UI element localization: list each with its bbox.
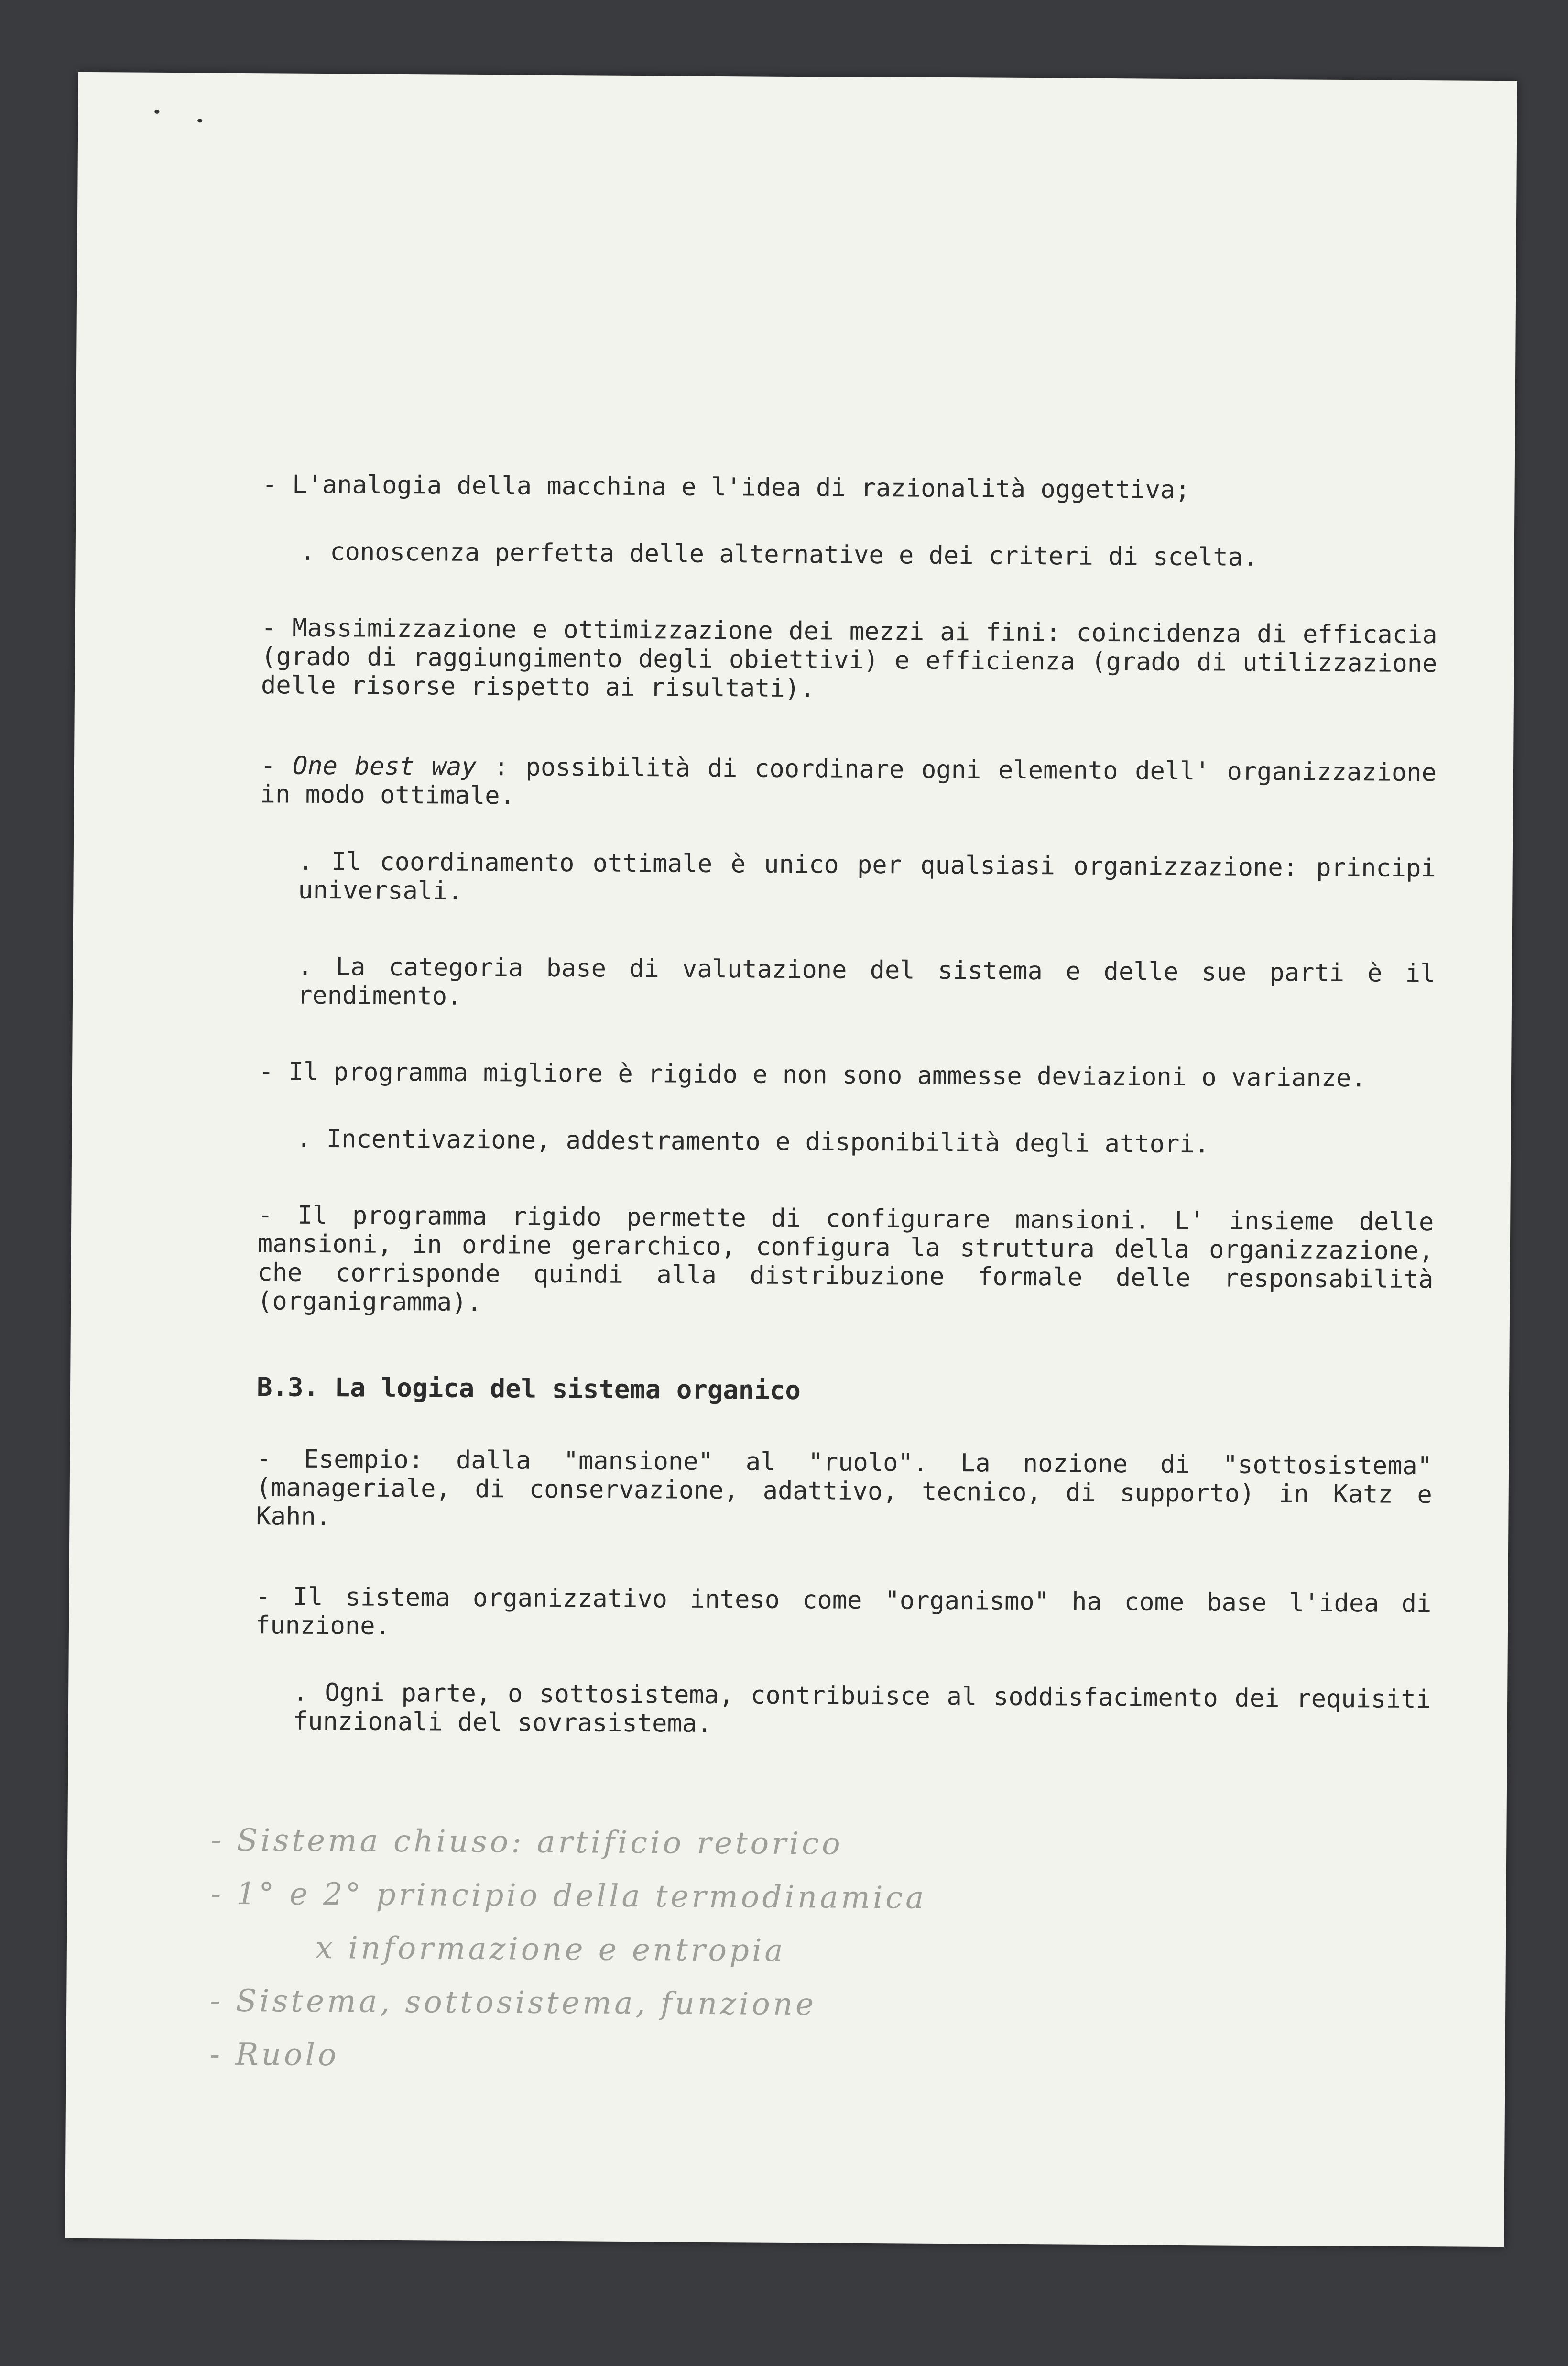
paragraph: - Esempio: dalla "mansione" al "ruolo". La nozione di "sottosistema" (manageriale, di conservazione, adattivo, tecnico, di supporto) in Katz e Kahn. — [256, 1445, 1448, 1532]
paragraph: - Il sistema organizzativo inteso come "organismo" ha come base l'idea di funzione. — [255, 1582, 1447, 1641]
sub-point: . Ogni parte, o sottosistema, contribuisce al soddisfacimento dei requisiti funzionali del sovrasistema. — [293, 1678, 1446, 1739]
paragraph: - Il programma rigido permette di configurare mansioni. L' insieme delle mansioni, in ordine gerarchico, configura la struttura della organizzazione, che corrisponde quindi alla distribuzione formale delle responsabilità (organigramma). — [257, 1201, 1449, 1317]
handwritten-line: - Ruolo — [209, 2037, 339, 2073]
paragraph: - Il programma migliore è rigido e non sono ammesse deviazioni o varianze. — [258, 1057, 1366, 1093]
handwritten-line: - 1° e 2° principio della termodinamica — [210, 1876, 927, 1916]
section-heading: B.3. La logica del sistema organico — [256, 1372, 801, 1406]
sub-point: . La categoria base di valutazione del sistema e delle sue parti è il rendimento. — [297, 952, 1450, 1011]
paper-sheet — [65, 72, 1517, 2247]
sub-point: . Incentivazione, addestramento e disponibilità degli attori. — [296, 1124, 1210, 1159]
paragraph: - L'analogia della macchina e l'idea di razionalità oggettiva; — [262, 470, 1190, 505]
handwritten-line: - Sistema, sottosistema, funzione — [210, 1983, 817, 2023]
typed-text — [254, 470, 1453, 1790]
emphasis-term: One best way — [292, 751, 477, 781]
sub-point: . Il coordinamento ottimale è unico per qualsiasi organizzazione: principi universali. — [298, 847, 1451, 906]
paragraph: - Massimizzazione e ottimizzazione dei mezzi ai fini: coincidenza di efficacia (grado di raggiungimento degli obiettivi) e efficienza (grado di utilizzazione delle risorse rispetto ai risultati). — [261, 613, 1453, 703]
ink-dot — [154, 110, 159, 114]
sub-point: . conoscenza perfetta delle alternative e dei criteri di scelta. — [300, 537, 1258, 572]
paragraph-text: : possibilità di coordinare ogni elemento dell' organizzazione in modo ottimale. — [260, 752, 1452, 811]
paragraph-prefix: - — [260, 751, 293, 780]
handwritten-line: - Sistema chiuso: artificio retorico — [211, 1822, 843, 1862]
handwritten-line: x informazione e entropia — [315, 1930, 786, 1969]
handwritten-notes — [209, 1814, 1119, 2087]
ink-dot — [197, 119, 202, 122]
paragraph — [260, 751, 1452, 816]
